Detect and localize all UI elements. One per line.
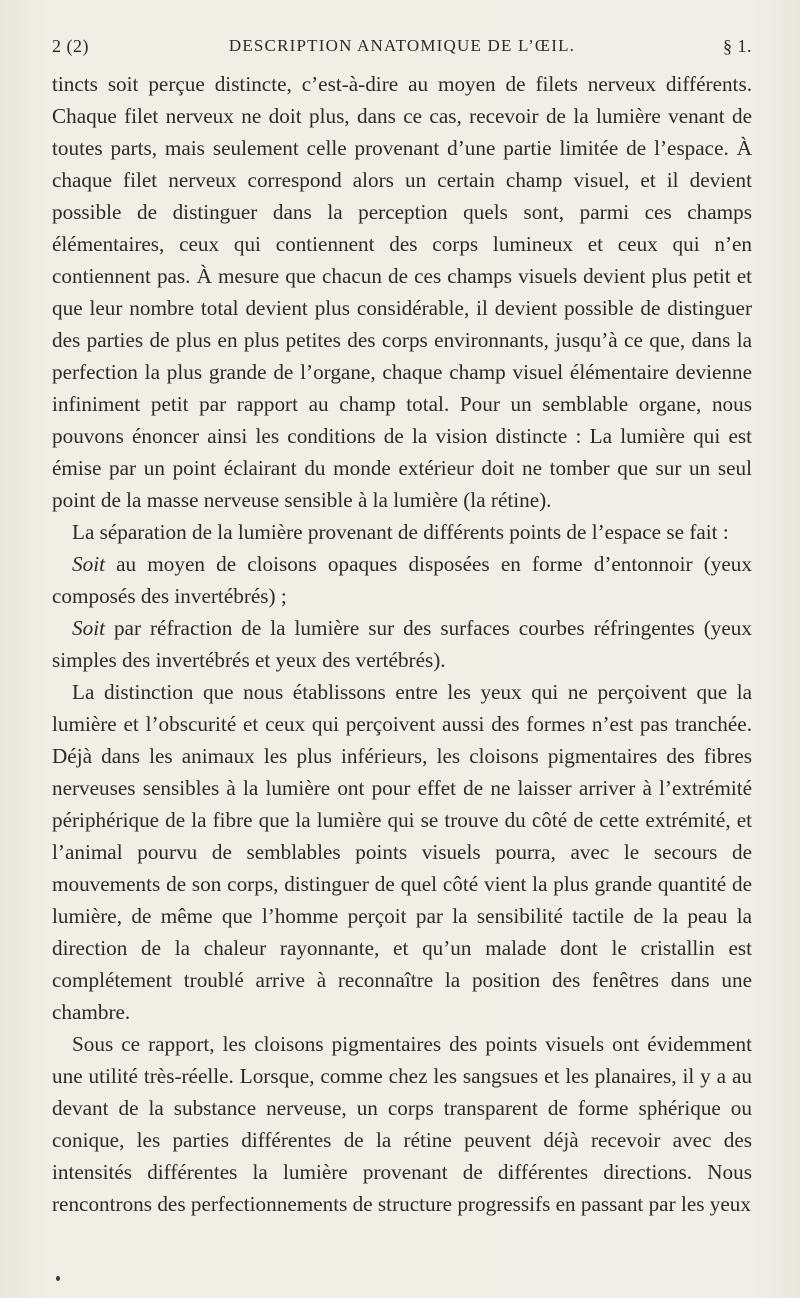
paragraph-rapport: Sous ce rapport, les cloisons pigmentaires des points visuels ont évidemment une utilité très-réelle. Lorsque, comme chez les sangsues et les planaires, il y a au devant de la substance nerveuse, un corps transparent de forme sphérique ou conique, les parties différentes de la rétine peuvent déjà recevoir avec des intensités différentes la lumière provenant de différentes directions. Nous rencontrons des perfectionnements de structure progressifs en passant par les yeux (52, 1032, 752, 1216)
paragraph-separation-intro: La séparation de la lumière provenant de différents points de l’espace se fait : (72, 520, 729, 544)
paragraph-text: par réfraction de la lumière sur des surfaces courbes réfringentes (yeux simples des invertébrés et yeux des vertébrés). (52, 616, 752, 672)
italic-soit: Soit (72, 616, 105, 640)
paragraph-soit-refraction (52, 612, 752, 676)
paragraph-distinction: La distinction que nous établissons entre les yeux qui ne perçoivent que la lumière et l’obscurité et ceux qui perçoivent aussi des formes n’est pas tranchée. Déjà dans les animaux les plus inférieurs, les cloisons pigmentaires des fibres nerveuses sensibles à la lumière ont pour effet de ne laisser arriver à l’extrémité périphérique de la fibre que la lumière qui se trouve du côté de cette extrémité, et l’animal pourvu de semblables points visuels pourra, avec le secours de mouvements de son corps, distinguer de quel côté vient la plus grande quantité de lumière, de même que l’homme perçoit par la sensibilité tactile de la peau la direction de la chaleur rayonnante, et qu’un malade dont le cristallin est complétement troublé arrive à reconnaître la position des fenêtres dans une chambre. (52, 680, 752, 1024)
italic-soit: Soit (72, 552, 105, 576)
paragraph-soit-cloisons (52, 548, 752, 612)
running-title: DESCRIPTION ANATOMIQUE DE L’ŒIL. (228, 36, 576, 55)
page-number: 2 (2) (52, 36, 89, 56)
section-number: § 1. (723, 36, 752, 56)
paragraph-continuation: tincts soit perçue distincte, c’est-à-dire au moyen de filets nerveux différents. Chaque filet nerveux ne doit plus, dans ce cas, recevoir de la lumière venant de toutes parts, mais seulement celle provenant d’une partie limitée de l’espace. À chaque filet nerveux correspond alors un certain champ visuel, et il devient possible de distinguer dans la perception quels sont, parmi ces champs élémentaires, ceux qui contiennent des corps lumineux et ceux qui n’en contiennent pas. À mesure que chacun de ces champs visuels devient plus petit et que leur nombre total devient plus considérable, il devient possible de distinguer des parties de plus en plus petites des corps environnants, jusqu’à ce que, dans la perfection la plus grande de l’organe, chaque champ visuel élémentaire devienne infiniment petit par rapport au champ total. Pour un semblable organe, nous pouvons énoncer ainsi les conditions de la vision distincte : La lumière qui est émise par un point éclairant du monde extérieur doit ne tomber que sur un seul point de la masse nerveuse sensible à la lumière (la rétine). (52, 72, 752, 512)
paragraph-text: au moyen de cloisons opaques disposées en forme d’entonnoir (yeux composés des invertébrés) ; (52, 552, 752, 608)
running-head (52, 36, 752, 62)
body-text (52, 68, 752, 1220)
ink-speck (56, 1276, 60, 1281)
